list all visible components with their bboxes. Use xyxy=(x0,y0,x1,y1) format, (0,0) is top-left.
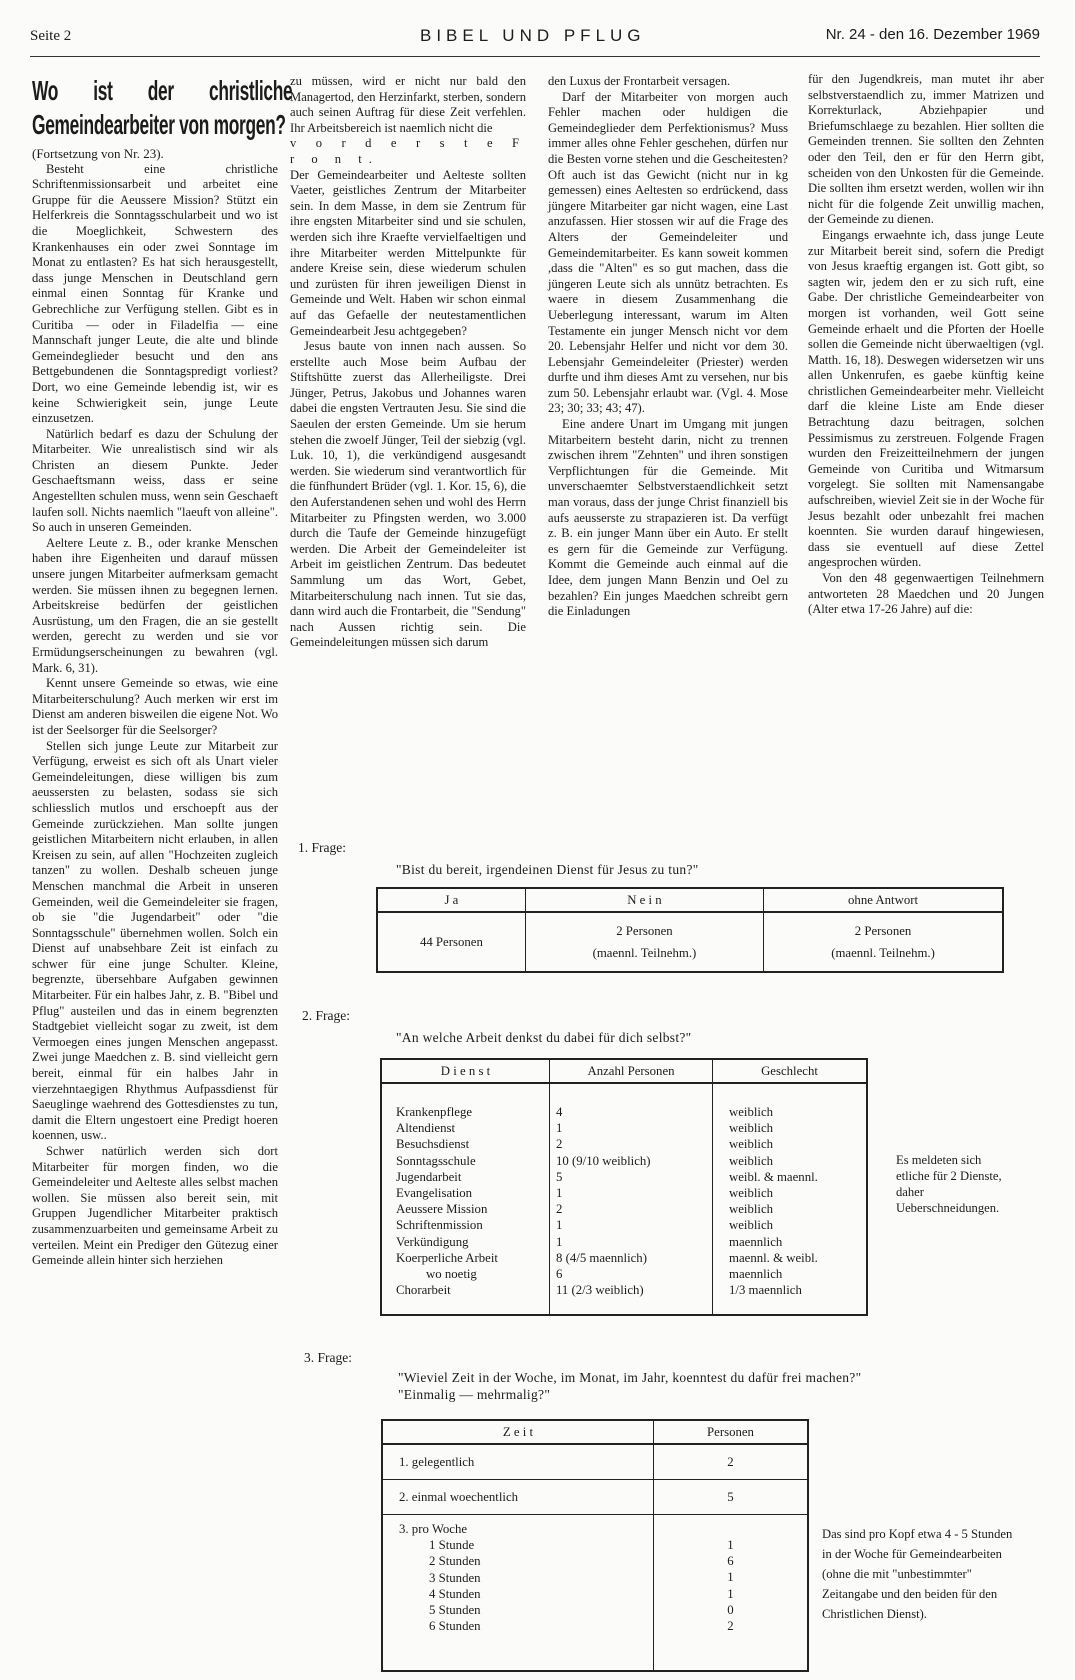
table-row-cell: weibl. & maennl. xyxy=(729,1169,818,1184)
table-row-cell: wo noetig xyxy=(426,1267,477,1282)
table-row-cell: Verkündigung xyxy=(396,1234,469,1249)
question-2-table xyxy=(380,1058,868,1316)
table-row-cell: weiblich xyxy=(729,1202,774,1217)
table-cell: 2 xyxy=(654,1444,809,1480)
table-row-cell: Jugendarbeit xyxy=(396,1169,462,1184)
anzahl-column xyxy=(550,1083,713,1315)
page-number: Seite 2 xyxy=(30,28,72,44)
paragraph: für den Jugendkreis, man mutet ihr aber selbstverstaendlich zu, immer Matrizen und Korrekturlack, Abziehpapier und Briefumschlaege zu bezahlen. Hier sollten die Gemeinden trennen. Sie sollten den Zehnten oder den Teil, den er für den Herrn gibt, scheiden von den Unkosten für die Gemeinde. Die sollten ihm ersetzt werden, wollen wir ihn nicht für die folgende Zeit unwillig machen, der Gemeinde zu dienen. xyxy=(808,72,1044,227)
hours-item: 5 Stunden xyxy=(429,1603,481,1618)
paragraph: Eingangs erwaehnte ich, dass junge Leute zur Mitarbeit bereit sind, sofern die Predigt von Jesus kraeftig ergangen ist. Gott gibt, so sagten wir, jedem den er zu sich ruft, eine Gabe. Der christliche Gemeindearbeiter von morgen ist vorhanden, weil Gott seine Gemeinde erhaelt und die Pforten der Hoelle sollen die Gemeinde nicht überwaeltigen (vgl. Matth. 16, 18). Deswegen widersetzen wir uns allen Unkenrufen, es gaebe künftig keine christlichen Gemeindearbeiter mehr. Vielleicht darf die kleine Liste am Ende dieser Betrachtung dazu beitragen, solchen Pessimismus zu zerstreuen. Folgende Fragen wurden den Freizeitteilnehmern der jungen Gemeinde von Curitiba und Witmarsum vorgelegt. Sie sollten mit Namensangabe aufschreiben, wieviel Zeit sie in der Woche für Jesus bezahlt oder unbezahlt frei machen koennten. Sie wurden darauf hingewiesen, dass sie eventuell auf diese Zettel angesprochen würden. xyxy=(808,227,1044,570)
hours-count: 2 xyxy=(727,1619,734,1634)
paragraph: Kennt unsere Gemeinde so etwas, wie eine Mitarbeiterschulung? Auch merken wir erst im Dienst am anderen bisweilen die eigene Not. Wo ist der Seelsorger für die Seelsorger? xyxy=(32,676,278,737)
table-row-cell: 1 xyxy=(556,1186,563,1201)
table-header: N e i n xyxy=(525,888,763,912)
table-cell: 44 Personen xyxy=(419,935,483,949)
article-column-3 xyxy=(548,74,788,620)
question-3-text-2: "Einmalig — mehrmalig?" xyxy=(398,1387,551,1402)
table-row-cell: Aeussere Mission xyxy=(396,1202,488,1217)
table-row-cell: 1 xyxy=(556,1218,563,1233)
table-header: Personen xyxy=(654,1420,809,1444)
table-row-cell: 6 xyxy=(556,1267,563,1282)
hours-item: 6 Stunden xyxy=(429,1619,481,1634)
paragraph: v o r d e r s t e F r o n t. xyxy=(290,136,526,166)
issue-date: Nr. 24 - den 16. Dezember 1969 xyxy=(825,26,1040,43)
table-row-cell: 1/3 maennlich xyxy=(729,1283,802,1298)
table-row-cell: Schriftenmission xyxy=(396,1218,483,1233)
article-column-2 xyxy=(290,74,526,651)
hours-count: 6 xyxy=(727,1554,734,1569)
table-row-cell: weiblich xyxy=(729,1105,774,1119)
table-row-cell: 4 xyxy=(556,1105,563,1119)
question-1-label: 1. Frage: xyxy=(298,840,346,855)
table-row-cell: weiblich xyxy=(729,1186,774,1201)
paragraph: den Luxus der Frontarbeit versagen. xyxy=(548,74,731,88)
hours-item: 4 Stunden xyxy=(429,1586,481,1601)
question-3-text-1: "Wieviel Zeit in der Woche, im Monat, im Jahr, koenntest du dafür frei machen?" xyxy=(398,1370,862,1385)
table-cell xyxy=(654,1515,809,1672)
table-row-cell: maennlich xyxy=(729,1267,783,1282)
question-2-note: Es meldeten sich etliche für 2 Dienste, daher Ueberschneidungen. xyxy=(896,1153,1002,1215)
table-row-cell: weiblich xyxy=(729,1218,774,1233)
question-3-label: 3. Frage: xyxy=(304,1350,352,1365)
table-row-cell: Chorarbeit xyxy=(396,1283,451,1298)
table-row-cell: Sonntagsschule xyxy=(396,1153,476,1168)
table-cell: 2 Personen (maennl. Teilnehm.) xyxy=(764,912,1003,972)
table-row-cell: 2 xyxy=(556,1202,563,1217)
hours-item: 1 Stunde xyxy=(429,1538,475,1553)
table-row-cell: 8 (4/5 maennlich) xyxy=(556,1250,647,1265)
table-row-cell: weiblich xyxy=(729,1121,774,1136)
article-column-1 xyxy=(32,74,293,1269)
paragraph: Von den 48 gegenwaertigen Teilnehmern antworteten 28 Maedchen und 20 Jungen (Alter etwa 17-26 Jahre) auf die: xyxy=(808,571,1044,617)
table-header: Anzahl Personen xyxy=(550,1059,713,1083)
paragraph: Darf der Mitarbeiter von morgen auch Fehler machen oder huldigen die Gemeindeglieder dem Perfektionismus? Muss immer alles ohne Fehler geschehen, dürfen nur die Besten vorne stehen und die Gescheitesten? Oft auch ist das Gewicht (nicht nur in kg gemessen) eines Aeltesten so erdrückend, dass jüngere Mitarbeiter gar nicht wagen, eine Last anzufassen. Hier stossen wir auf die Frage des Alters der Gemeindeleiter und Gemeindemitarbeiter. Es kann soweit kommen ,dass die "Alten" es so gut machen, dass die jüngeren Leute sich als unnütz betrachten. Es waere in diesem Zusammenhang die Ueberlegung interessant, warum im Alten Testamente ein junger Mensch nicht vor dem 20. Lebensjahr Helfer und nicht vor dem 30. Lebensjahr Gemeindeleiter (Priester) werden durfte und ihm dieses Amt zu versehen, nur bis zum 50. Lebensjahr erlaubt war. (Vgl. 4. Mose 23; 30; 33; 43; 47). xyxy=(548,89,788,416)
table-row-cell: maennlich xyxy=(729,1234,783,1249)
paragraph: Natürlich bedarf es dazu der Schulung der Mitarbeiter. Wie unrealistisch sind wir als Christen an diesem Punkte. Jeder Geschaeftsmann weiss, dass er seine Angestellten schulen muss, wenn sein Geschaeft laufen soll. Nichts naemlich "laeuft von alleine". So auch in unseren Gemeinden. xyxy=(32,426,278,535)
paragraph: Stellen sich junge Leute zur Mitarbeit zur Verfügung, erweist es sich oft als Unart vieler Gemeindeleitungen, diese willigen bis zum aeussersten zu belasten, sodass sie sich schliesslich mutlos und erschoepft aus der Gemeinde zurückziehen. Man sollte jungen geistlichen Mitarbeitern nicht erlauben, in allen Kreisen zu sein, auf allen "Hochzeiten zugleich tanzen" zu wollen. Deshalb scheuen junge Menschen manchmal die Arbeit in unseren Gemeinden, weil die Gemeindeleiter sie fragen, ob sie "die Jugendarbeit" oder "die Sonntagsschule" übernehmen wollen. Solch ein Dienst auf unabsehbare Zeit ist einfach zu schwer für eine junge Schulter. Kleine, begrenzte, übersehbare Aufgaben gewinnen Mitarbeiter. Für ein halbes Jahr, z. B. "Bibel und Pflug" austeilen und das in einem begrenzten Stadtgebiet vielleicht sogar zu zweit, ist dem Vermoegen eines jungen Menschen angepasst. Zwei junge Maedchen z. B. sind vielleicht gern bereit, einmal für ein halbes Jahr in vierzehntaegigen Rhythmus Aufpassdienst für Saeuglinge waehrend des Gottesdienstes zu tun, damit die Eltern ungestoert eine Predigt hoeren koennen, usw.. xyxy=(32,738,278,1143)
article-title: Wo ist der christliche Gemeindearbeiter von morgen? xyxy=(32,75,293,140)
hours-count: 0 xyxy=(727,1602,734,1617)
hours-count: 1 xyxy=(727,1538,734,1552)
continuation-note: (Fortsetzung von Nr. 23). xyxy=(32,146,164,161)
question-2-label: 2. Frage: xyxy=(302,1008,350,1023)
table-cell: 2. einmal woechentlich xyxy=(382,1480,654,1515)
table-cell: 3. pro Woche 1 Stunde 2 Stunden 3 Stunden 4 Stunden 5 Stunden 6 Stunden xyxy=(382,1515,654,1672)
paragraph: Schwer natürlich werden sich dort Mitarbeiter für morgen finden, wo die Gemeindeleiter und Aelteste alles selbst machen wollen. Sie müssen also bereit sein, mit Gruppen Jugendlicher Mitarbeiter praktisch zusammenzuarbeiten und gemeinsame Arbeit zu verteilen. Meint ein Prediger den Gütezug einer Gemeinde allein hinter sich herziehen xyxy=(32,1144,278,1268)
table-row-cell: maennl. & weibl. xyxy=(729,1250,818,1265)
paragraph: Eine andere Unart im Umgang mit jungen Mitarbeitern besteht darin, nicht zu trennen zwischen ihrem "Zehnten" und ihren sonstigen Verpflichtungen für die Gemeinde. Mit unverschaemter Selbstverstaendlichkeit setzt man voraus, dass der junge Christ finanziell bis aufs aeusserste zu strapazieren ist. Da verfügt z. B. ein junger Mann über ein Auto. Er stellt es gern für die Gemeinde zur Verfügung. Kommt die Gemeinde auch einmal auf die Idee, dem jungen Mann Benzin und Oel zu bezahlen? Ein junges Maedchen schreibt gern die Einladungen xyxy=(548,417,788,619)
table-header: ohne Antwort xyxy=(764,888,1003,912)
table-header: Geschlecht xyxy=(713,1059,868,1083)
paragraph: Jesus baute von innen nach aussen. So erstellte auch Mose beim Aufbau der Stiftshütte zuerst das Allerheiligste. Drei Jünger, Petrus, Jakobus und Johannes waren dabei die engsten Vertrauten Jesu. Sie sind die Saeulen der ersten Gemeinde. Um sie herum stehen die zwoelf Jünger, Teil der siebzig (vgl. Luk. 10, 1), die verkündigend ausgesandt werden. Sie wiederum sind verantwortlich für die fünfhundert Brüder (vgl. 1. Kor. 15, 6), die den Auferstandenen sehen und wohl des Herrn Mitarbeiter zu Pfingsten werden, wo 3.000 durch die Taufe der Gemeinde hinzugefügt werden. Die Arbeit der Gemeindeleiter ist Arbeit im geistlichen Zentrum. Das bedeutet Sammlung um das Wort, Gebet, Mitarbeiterschulung nach innen. Tut sie das, dann wird auch die Frontarbeit, die "Sendung" nach Aussen richtig sein. Die Gemeindeleitungen müssen sich darum xyxy=(290,339,526,650)
paragraph: Besteht eine christliche Schriftenmissionsarbeit und arbeitet eine Gruppe für die Aeussere Mission? Stützt ein Helferkreis die Sonntagsschularbeit und wo ist die Moeglichkeit, Schwestern des Krankenhauses ein oder zwei Sonntage im Monat zu entlasten? Es hat sich herausgestellt, dass junge Menschen in Deutschland gern einmal einen Sonntag für Kranke und Gebrechliche zur Verfügung stellen. Gibt es in Curitiba — oder in Filadelfia — eine Mannschaft junger Leute, die alte und blinde Gemeindeglieder besucht und den ans Bettgebundenen die Sonntagspredigt vorliest? Dort, wo eine Gemeinde lebendig ist, wir es keine Schwierigkeit sein, junge Leute einzusetzen. xyxy=(32,161,278,426)
question-3-note: Das sind pro Kopf etwa 4 - 5 Stunden in der Woche für Gemeindearbeiten (ohne die mit "unbestimmter" Zeitangabe und den beiden für den Christlichen Dienst). xyxy=(822,1527,1013,1621)
table-row-cell: 1 xyxy=(556,1234,563,1249)
question-2-text: "An welche Arbeit denkst du dabei für dich selbst?" xyxy=(396,1030,692,1045)
table-row-cell: Koerperliche Arbeit xyxy=(396,1250,498,1265)
table-row-cell: 5 xyxy=(556,1169,563,1184)
table-row-cell: weiblich xyxy=(729,1137,774,1152)
table-cell: 5 xyxy=(654,1480,809,1515)
hours-count: 1 xyxy=(727,1586,734,1601)
table-row-cell: 11 (2/3 weiblich) xyxy=(556,1283,644,1298)
table-header: D i e n s t xyxy=(381,1059,550,1083)
hours-count: 1 xyxy=(727,1570,734,1585)
table-row-cell: 2 xyxy=(556,1137,563,1152)
table-header: Z e i t xyxy=(382,1420,654,1444)
table-row-cell: Altendienst xyxy=(396,1121,455,1136)
paragraph: Aeltere Leute z. B., oder kranke Menschen haben ihre Eigenheiten und darauf müssen unsere jungen Mitarbeiter aufmerksam gemacht werden. Sie müssen ihnen zu begegnen lernen. Arbeitskreise bedürfen der geistlichen Ausrüstung, um den Fragen, die an sie gestellt werden, gerecht zu werden und sie vor Ermüdungserscheinungen zu bewahren (vgl. Mark. 6, 31). xyxy=(32,535,278,675)
paragraph: zu müssen, wird er nicht nur bald den Managertod, den Herzinfarkt, sterben, sondern auch seinen Auftrag für diese Zeit verfehlen. Ihr Arbeitsbereich ist naemlich nicht die xyxy=(290,74,526,135)
table-row-cell: Krankenpflege xyxy=(396,1105,473,1119)
article-column-4 xyxy=(808,72,1044,618)
table-header: J a xyxy=(377,888,525,912)
table-row-cell: Evangelisation xyxy=(396,1186,473,1201)
table-row-cell: 1 xyxy=(556,1121,563,1136)
paragraph: Der Gemeindearbeiter und Aelteste sollten Vaeter, geistliches Zentrum der Mitarbeiter sein. In dem Masse, in dem sie Zentrum für ihre engsten Mitarbeiter sind und sie schulen, werden sich ihre Kraefte vervielfaeltigen und ihre Mitarbeiter werden Mittelpunkte für andere Kreise sein, diese wiederum schulen und zurüsten für ihren jeweiligen Dienst in Gemeinde und Welt. Haben wir schon einmal auf das Gefaelle der neutestamentlichen Gemeindearbeit Jesu achtgegeben? xyxy=(290,167,526,338)
table-row-cell: Besuchsdienst xyxy=(396,1137,470,1152)
hours-item: 3 Stunden xyxy=(429,1570,481,1585)
dienst-column xyxy=(381,1083,550,1315)
question-1-text: "Bist du bereit, irgendeinen Dienst für Jesus zu tun?" xyxy=(396,862,699,877)
question-3-table xyxy=(381,1419,809,1672)
table-row-cell: 10 (9/10 weiblich) xyxy=(556,1153,651,1168)
table-cell: 2 Personen (maennl. Teilnehm.) xyxy=(525,912,763,972)
table-cell: 1. gelegentlich xyxy=(382,1444,654,1480)
table-row-cell: weiblich xyxy=(729,1153,774,1168)
question-1-table xyxy=(376,887,1004,973)
geschlecht-column xyxy=(713,1083,868,1315)
masthead: BIBEL UND PFLUG xyxy=(420,26,646,45)
hours-item: 2 Stunden xyxy=(429,1554,481,1569)
page-header xyxy=(30,26,1040,57)
